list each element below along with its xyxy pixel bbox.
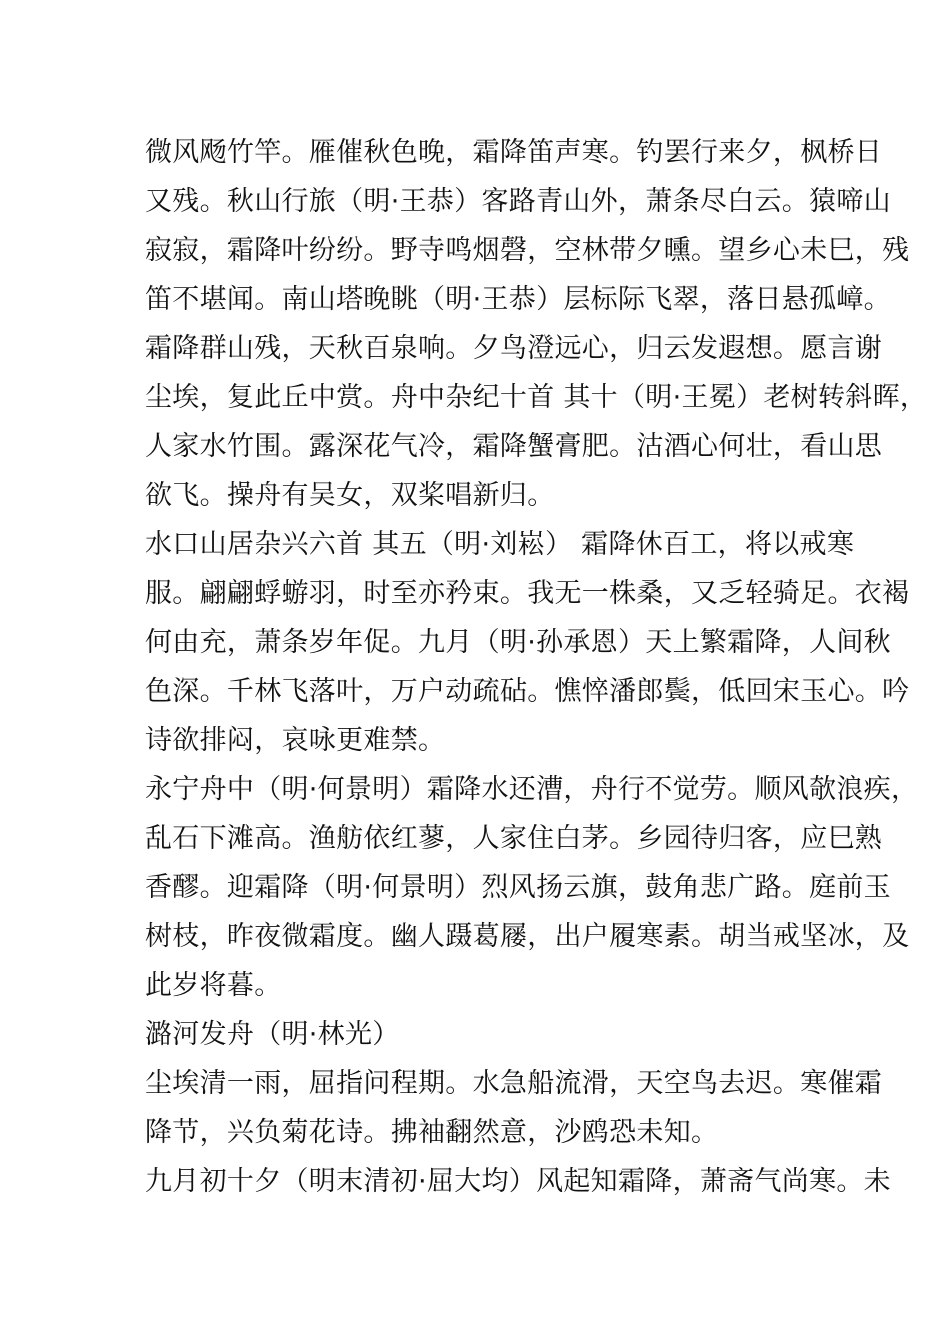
text-line: 树枝，昨夜微霜度。幽人蹑葛屦，出户履寒素。胡当戒坚冰，及 (145, 921, 910, 952)
text-line: 乱石下滩高。渔舫依红蓼，人家住白茅。乡园待归客，应巳熟 (145, 823, 883, 854)
text-line: 欲飞。操舟有吴女，双桨唱新归。 (145, 480, 555, 511)
text-line: 寂寂，霜降叶纷纷。野寺鸣烟磬，空林带夕曛。望乡心未巳，残 (145, 235, 910, 266)
text-line: 霜降群山残，天秋百泉响。夕鸟澄远心，归云发遐想。愿言谢 (145, 333, 883, 364)
text-line: 降节，兴负菊花诗。拂袖翻然意，沙鸥恐未知。 (145, 1117, 719, 1148)
text-line: 水口山居杂兴六首 其五（明·刘崧） 霜降休百工，将以戒寒 (145, 529, 855, 560)
text-line: 潞河发舟（明·林光） (145, 1019, 400, 1050)
text-line: 此岁将暮。 (145, 970, 282, 1001)
text-line: 何由充，萧条岁年促。九月（明·孙承恩）天上繁霜降，人间秋 (145, 627, 891, 658)
text-line: 诗欲排闷，哀咏更难禁。 (145, 725, 446, 756)
poem-text-body (145, 128, 928, 1206)
text-line: 服。翩翩蜉蝣羽，时至亦矜束。我无一株桑，又乏轻骑足。衣褐 (145, 578, 910, 609)
text-line: 又残。秋山行旅（明·王恭）客路青山外，萧条尽白云。猿啼山 (145, 186, 891, 217)
text-line: 笛不堪闻。南山塔晚眺（明·王恭）层标际飞翠，落日悬孤嶂。 (145, 284, 891, 315)
text-line: 尘埃，复此丘中赏。舟中杂纪十首 其十（明·王冕）老树转斜晖， (145, 382, 928, 413)
text-line: 尘埃清一雨，屈指问程期。水急船流滑，天空鸟去迟。寒催霜 (145, 1068, 883, 1099)
text-line: 永宁舟中（明·何景明）霜降水还漕，舟行不觉劳。顺风欹浪疾， (145, 774, 919, 805)
text-line: 色深。千林飞落叶，万户动疏砧。憔悴潘郎鬓，低回宋玉心。吟 (145, 676, 910, 707)
text-line: 人家水竹围。露深花气冷，霜降蟹膏肥。沽酒心何壮，看山思 (145, 431, 883, 462)
text-line: 香醪。迎霜降（明·何景明）烈风扬云旗，鼓角悲广路。庭前玉 (145, 872, 891, 903)
text-line: 微风飏竹竿。雁催秋色晚，霜降笛声寒。钓罢行来夕，枫桥日 (145, 137, 883, 168)
text-line: 九月初十夕（明末清初·屈大均）风起知霜降，萧斋气尚寒。未 (145, 1166, 891, 1197)
